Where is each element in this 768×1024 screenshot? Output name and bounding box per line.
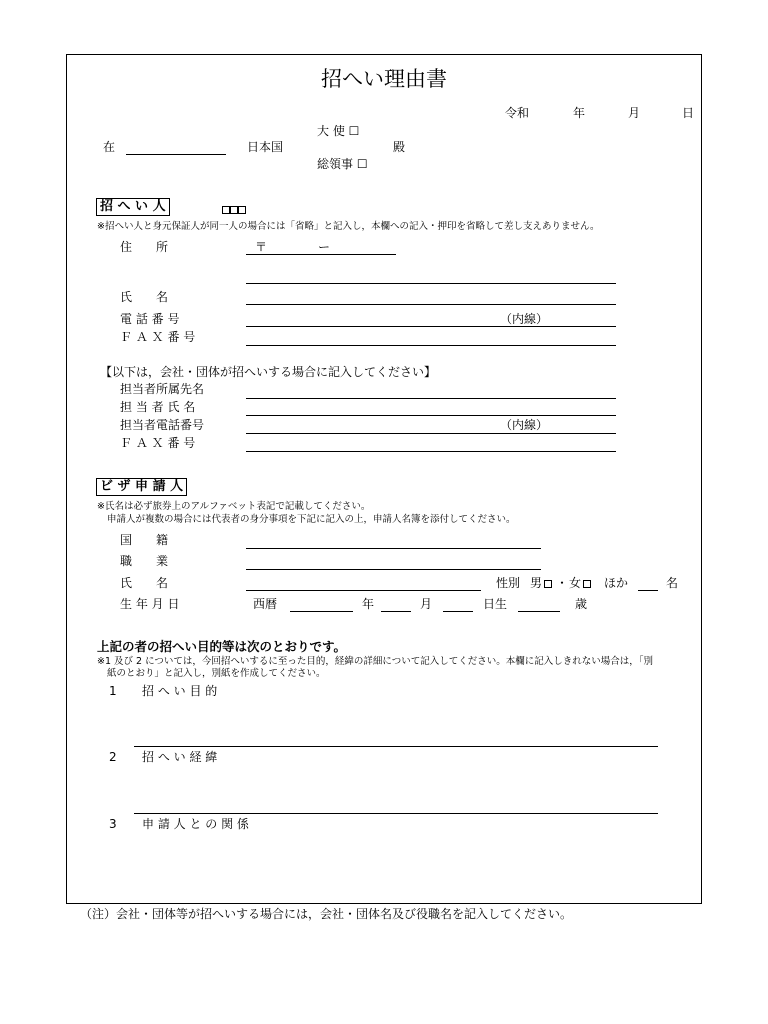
purpose-item-2-label: 招 へ い 経 緯 — [142, 750, 218, 764]
location-field[interactable] — [126, 154, 226, 155]
phone-label: 電 話 番 号 — [120, 312, 180, 326]
company-phone-label: 担当者電話番号 — [120, 418, 205, 432]
occupation-field[interactable] — [246, 569, 541, 570]
date-day: 日 — [682, 106, 695, 120]
postal-dash: ー — [318, 240, 331, 254]
dept-field[interactable] — [246, 398, 616, 399]
sex-label: 性別 — [496, 576, 521, 590]
sex-female-option[interactable]: 女 — [569, 576, 593, 590]
name-label: 氏 名 — [120, 290, 169, 304]
purpose-note1: ※1 及び 2 については，今回招へいするに至った目的，経緯の詳細について記入してください。本欄に記入しきれない場合は，「別 — [97, 656, 653, 667]
sex-separator: ・ — [556, 576, 569, 590]
inviter-name-field[interactable] — [246, 304, 616, 305]
ambassador-option[interactable]: 大 使 ☐ — [317, 124, 360, 138]
phone-field[interactable] — [246, 326, 616, 327]
purpose-note2: 紙のとおり」と記入し，別紙を作成してください。 — [107, 668, 326, 679]
fax-field[interactable] — [246, 345, 616, 346]
phone-extension: （内線） — [500, 312, 549, 326]
company-phone-extension: （内線） — [500, 418, 549, 432]
nationality-field[interactable] — [246, 548, 541, 549]
company-fax-field[interactable] — [246, 451, 616, 452]
country-label: 日本国 — [247, 140, 284, 154]
inviter-heading: 招 へ い 人 — [96, 198, 170, 216]
dob-year-field[interactable] — [290, 611, 353, 612]
date-era: 令和 — [505, 106, 530, 120]
honorific: 殿 — [393, 140, 406, 154]
sex-male-option[interactable]: 男 — [530, 576, 554, 590]
applicant-note1: ※氏名は必ず旅券上のアルファベット表記で記載してください。 — [97, 501, 371, 512]
page-title: 招へい理由書 — [321, 67, 447, 91]
dob-day-field[interactable] — [443, 611, 473, 612]
western-era-label: 西暦 — [253, 597, 278, 611]
company-phone-field[interactable] — [246, 433, 616, 434]
dob-month-label: 月 — [420, 597, 433, 611]
others-label: ほか — [604, 576, 629, 590]
female-checkbox[interactable] — [583, 580, 591, 588]
date-year: 年 — [573, 106, 586, 120]
location-prefix: 在 — [103, 140, 116, 154]
persons-label: 名 — [666, 576, 679, 590]
age-field[interactable] — [518, 611, 560, 612]
person-label: 担 当 者 氏 名 — [120, 400, 196, 414]
applicant-note2: 申請人が複数の場合には代表者の身分事項を下記に記入の上，申請人名簿を添付してください。 — [107, 514, 516, 525]
company-heading: 【以下は，会社・団体が招へいする場合に記入してください】 — [100, 365, 437, 379]
applicant-name-field[interactable] — [246, 590, 481, 591]
purpose-item-2-num: 2 — [109, 750, 117, 764]
background-field[interactable] — [134, 813, 658, 814]
inviter-note: ※招へい人と身元保証人が同一人の場合には「省略」と記入し，本欄への記入・押印を省略して差し支えありません。 — [97, 221, 600, 232]
purpose-heading: 上記の者の招へい目的等は次のとおりです。 — [97, 639, 347, 654]
applicant-name-label: 氏 名 — [120, 576, 169, 590]
others-count-field[interactable] — [638, 590, 658, 591]
purpose-field[interactable] — [134, 746, 658, 747]
occupation-label: 職 業 — [120, 554, 169, 568]
purpose-item-3-num: 3 — [109, 817, 117, 831]
address-field[interactable] — [246, 283, 616, 284]
dob-born-label: 日生 — [483, 597, 508, 611]
nationality-label: 国 籍 — [120, 533, 169, 547]
age-label: 歳 — [575, 597, 588, 611]
postal-code-field[interactable] — [246, 254, 396, 255]
purpose-item-1-num: 1 — [109, 684, 117, 698]
applicant-heading: ビ ザ 申 請 人 — [96, 478, 187, 496]
date-month: 月 — [628, 106, 641, 120]
footnote: （注）会社・団体等が招へいする場合には，会社・団体名及び役職名を記入してください。 — [80, 907, 573, 921]
fax-label: Ｆ Ａ Ｘ 番 号 — [120, 330, 196, 344]
postal-mark: 〒 — [255, 240, 268, 254]
consul-option[interactable]: 総領事 ☐ — [317, 157, 368, 171]
address-label: 住 所 — [120, 240, 169, 254]
male-checkbox[interactable] — [544, 580, 552, 588]
company-fax-label: Ｆ Ａ Ｘ 番 号 — [120, 436, 196, 450]
dept-label: 担当者所属先名 — [120, 382, 205, 396]
dob-label: 生 年 月 日 — [120, 597, 180, 611]
purpose-item-1-label: 招 へ い 目 的 — [142, 684, 218, 698]
purpose-item-3-label: 申 請 人 と の 関 係 — [142, 817, 249, 831]
person-field[interactable] — [246, 415, 616, 416]
dob-year-label: 年 — [362, 597, 375, 611]
inviter-checkboxes[interactable] — [222, 202, 246, 216]
dob-month-field[interactable] — [381, 611, 411, 612]
